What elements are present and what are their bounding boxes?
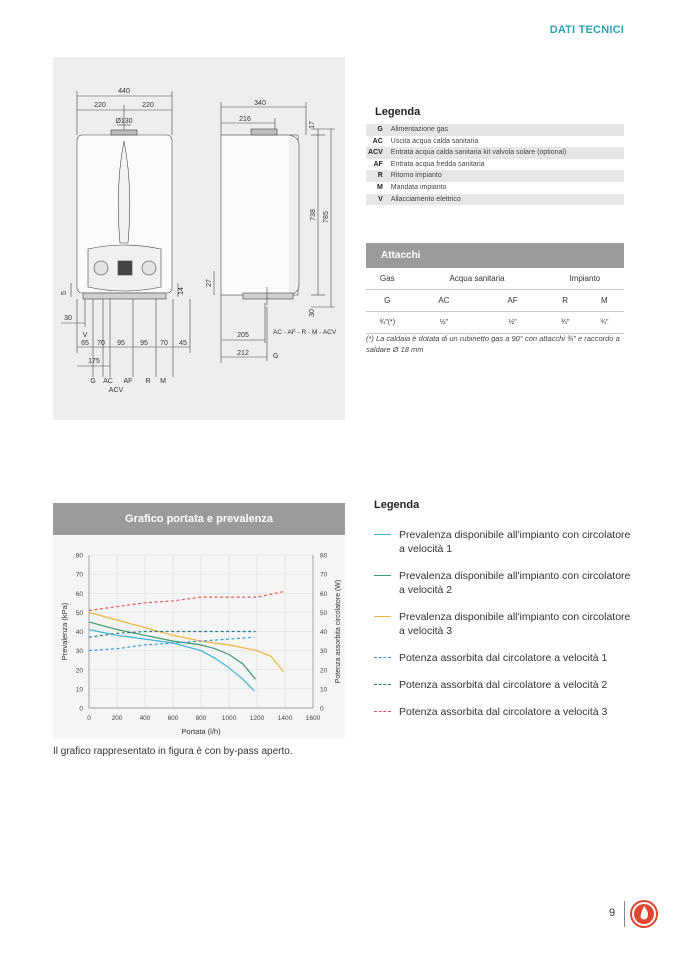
chart-area (53, 535, 345, 738)
y-tick-label: 70 (75, 571, 83, 579)
y-axis-label: Prevalenza (kPa) (60, 602, 69, 661)
dim-95b: 95 (140, 340, 148, 347)
legend-row (366, 136, 624, 148)
chart-note: Il grafico rappresentato in figura è con by-pass aperto. (53, 746, 293, 757)
conn-af: AF (123, 378, 133, 385)
dim-14: 14 (178, 287, 185, 295)
y-tick-label: 0 (79, 705, 83, 713)
dim-5: 5 (61, 291, 68, 295)
y2-tick-label: 30 (320, 648, 328, 656)
size-m: ¾" (585, 312, 624, 334)
dim-340: 340 (254, 100, 266, 107)
y-tick-label: 50 (75, 609, 83, 617)
series-line-6 (89, 591, 285, 610)
dim-205: 205 (237, 332, 249, 339)
legend-swatch (374, 575, 391, 576)
footer-divider (624, 901, 625, 927)
legend-row (366, 194, 624, 206)
size-r: ¾" (546, 312, 585, 334)
y-tick-label: 10 (75, 686, 83, 694)
y2-axis-label: Potenza assorbita circolatore (W) (335, 579, 342, 684)
conn-r: R (145, 378, 151, 385)
dim-27: 27 (206, 279, 213, 287)
legend-code: AF (373, 160, 383, 168)
legend-table (366, 124, 624, 205)
dim-440: 440 (118, 88, 130, 95)
dim-220-right: 220 (142, 102, 154, 109)
y-tick-label: 40 (75, 629, 83, 636)
series-line-4 (89, 637, 254, 650)
legend-desc: Mandata impianto (390, 183, 447, 191)
code-af: AF (479, 290, 545, 312)
attacchi-note: (*) La caldaia è dotata di un rubinetto gas a 90° con attacchi ¾" e raccordo a saldare Ø 18 mm (366, 334, 620, 354)
y-tick-label: 20 (75, 667, 83, 675)
x-tick-label: 1400 (277, 715, 293, 722)
y2-tick-label: 60 (320, 590, 328, 598)
legend-desc: Entrata acqua calda sanitaria kit valvola solare (optional) (389, 147, 624, 159)
legend-title: Legenda (375, 106, 421, 118)
legend-code: V (366, 194, 389, 206)
legend-code: AC (372, 137, 383, 145)
dim-220-left: 220 (94, 102, 106, 109)
legend-desc: Allacciamento elettrico (389, 194, 624, 206)
v-label: V (82, 332, 88, 339)
dim-95a: 95 (117, 340, 125, 347)
y2-tick-label: 10 (320, 686, 328, 694)
legend-code: R (366, 170, 389, 182)
legend-label: Potenza assorbita dal circolatore a velocità 1 (399, 652, 608, 664)
y-tick-label: 60 (75, 590, 83, 598)
pipes-label: AC - AF - R - M - ACV (273, 329, 337, 336)
series-line-1 (89, 630, 254, 691)
legend-desc: Entrata acqua fredda sanitaria (390, 160, 485, 168)
conn-ac: AC (103, 378, 113, 385)
group-gas: Gas (366, 268, 409, 290)
legend-row (366, 170, 624, 182)
x-axis-label: Portata (l/h) (181, 727, 221, 736)
legend-desc: Uscita acqua calda sanitaria (390, 137, 479, 145)
y-tick-label: 30 (75, 648, 83, 656)
legend-swatch (374, 684, 391, 685)
dim-17: 17 (309, 121, 316, 129)
group-impianto: Impianto (546, 268, 624, 290)
group-acqua-sanitaria: Acqua sanitaria (409, 268, 546, 290)
x-tick-label: 1200 (249, 715, 265, 722)
page-number: 9 (609, 907, 616, 919)
legend-row (366, 147, 624, 159)
section-title: DATI TECNICI (549, 24, 624, 36)
x-tick-label: 600 (167, 715, 179, 722)
dim-65: 65 (81, 340, 89, 347)
code-ac: AC (409, 290, 480, 312)
dim-flue: Ø130 (115, 118, 133, 125)
size-g: ¾"(*) (366, 312, 409, 334)
y2-tick-label: 0 (320, 705, 324, 713)
code-r: R (546, 290, 585, 312)
flame-logo-icon (630, 900, 658, 928)
code-m: M (585, 290, 624, 312)
x-tick-label: 0 (87, 715, 91, 722)
dimension-drawing (53, 57, 345, 420)
attacchi-table (366, 268, 624, 334)
attacchi-title: Attacchi (366, 243, 624, 268)
dim-30: 30 (64, 315, 72, 322)
legend-swatch (374, 711, 391, 712)
dim-30-side: 30 (309, 309, 316, 317)
x-tick-label: 200 (111, 715, 123, 722)
legend-label: Potenza assorbita dal circolatore a velocità 2 (399, 679, 608, 691)
conn-acv: ACV (108, 387, 124, 394)
legend-swatch (374, 616, 391, 617)
y-tick-label: 80 (75, 552, 83, 560)
legend-code: G (366, 124, 389, 136)
chart-svg (53, 535, 345, 738)
series-line-3 (89, 612, 284, 671)
legend-label: Prevalenza disponibile all'impianto con circolatore a velocità 3 (399, 611, 631, 637)
legend-swatch (374, 657, 391, 658)
side-g-label: G (273, 353, 279, 360)
legend-code: ACV (366, 147, 389, 159)
chart-legend-title: Legenda (374, 499, 420, 511)
y2-tick-label: 80 (320, 552, 328, 560)
conn-m: M (160, 378, 166, 385)
chart-title: Grafico portata e prevalenza (53, 503, 345, 535)
y2-tick-label: 20 (320, 667, 328, 675)
legend-swatch (374, 534, 391, 535)
x-tick-label: 800 (195, 715, 207, 722)
dim-212: 212 (237, 350, 249, 357)
x-tick-label: 1000 (221, 715, 237, 722)
code-g: G (366, 290, 409, 312)
dim-70a: 70 (97, 340, 105, 347)
conn-g: G (90, 378, 96, 385)
y2-tick-label: 40 (320, 629, 328, 636)
size-ac: ½" (409, 312, 480, 334)
x-tick-label: 1600 (305, 715, 321, 722)
size-af: ½" (479, 312, 545, 334)
y2-tick-label: 50 (320, 609, 328, 617)
dim-70b: 70 (160, 340, 168, 347)
legend-row (366, 124, 624, 136)
legend-desc: Alimentazione gas (389, 124, 624, 136)
x-tick-label: 400 (139, 715, 151, 722)
legend-label: Prevalenza disponibile all'impianto con circolatore a velocità 2 (399, 570, 631, 596)
dim-785: 785 (323, 211, 330, 223)
legend-desc: Ritorno impianto (389, 170, 624, 182)
dim-738: 738 (310, 209, 317, 221)
legend-row (366, 159, 624, 171)
legend-label: Potenza assorbita dal circolatore a velocità 3 (399, 706, 608, 718)
dim-45: 45 (179, 340, 187, 347)
dim-216: 216 (239, 116, 251, 123)
legend-label: Prevalenza disponibile all'impianto con circolatore a velocità 1 (399, 529, 631, 555)
legend-row (366, 182, 624, 194)
y2-tick-label: 70 (320, 571, 328, 579)
legend-code: M (376, 183, 383, 191)
dim-175: 175 (88, 358, 100, 365)
